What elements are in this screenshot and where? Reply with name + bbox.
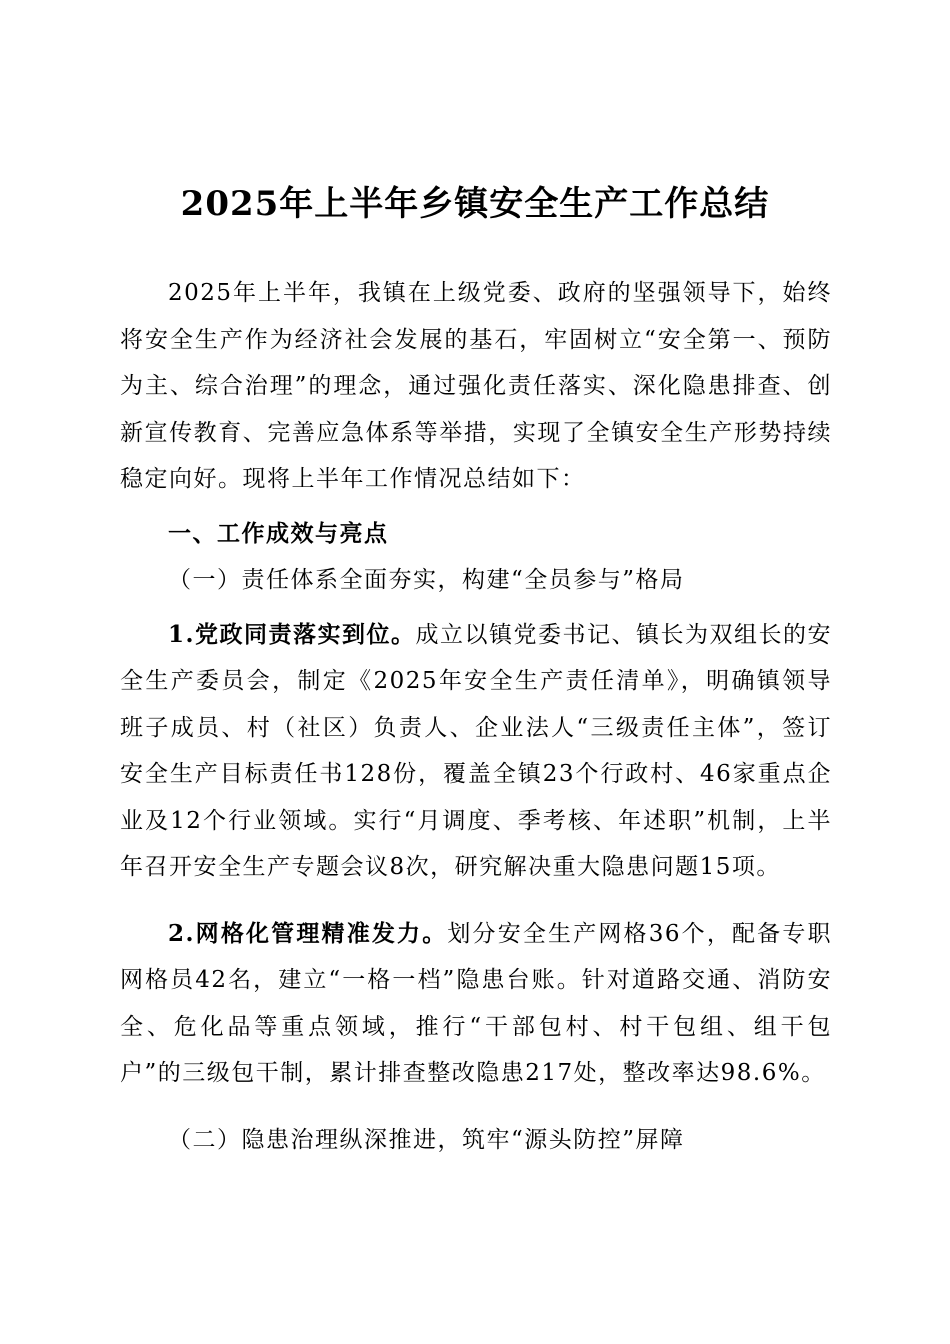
item-text-1: 成立以镇党委书记、镇长为双组长的安全生产委员会，制定《2025年安全生产责任清单》，明确镇领导班子成员、村（社区）负责人、企业法人“三级责任主体”，签订安全生产目标责任书128份，覆盖全镇23个行政村、46家重点企业及12个行业领域。实行“月调度、季考核、年述职”机制，上半年召开安全生产专题会议8次，研究解决重大隐患问题15项。 — [120, 621, 833, 880]
item-paragraph-2 — [120, 911, 832, 1097]
item-text-2: 划分安全生产网格36个，配备专职网格员42名，建立“一格一档”隐患台账。针对道路交通、消防安全、危化品等重点领域，推行“干部包村、村干包组、组干包户”的三级包干制，累计排查整改隐患217处，整改率达98.6%。 — [120, 920, 832, 1086]
document-title: 2025年上半年乡镇安全生产工作总结 — [180, 184, 770, 224]
item-lead-2: 2.网格化管理精准发力。 — [168, 919, 448, 947]
document-body — [120, 270, 832, 1163]
subsection-heading-2: （二）隐患治理纵深推进，筑牢“源头防控”屏障 — [168, 1126, 685, 1153]
section-heading: 一、工作成效与亮点 — [168, 519, 389, 547]
intro-paragraph: 2025年上半年，我镇在上级党委、政府的坚强领导下，始终将安全生产作为经济社会发展的基石，牢固树立“安全第一、预防为主、综合治理”的理念，通过强化责任落实、深化隐患排查、创新宣传教育、完善应急体系等举措，实现了全镇安全生产形势持续稳定向好。现将上半年工作情况总结如下： — [120, 280, 832, 492]
item-paragraph-1 — [120, 612, 832, 891]
subsection-heading: （一）责任体系全面夯实，构建“全员参与”格局 — [168, 567, 685, 593]
item-lead-1: 1.党政同责落实到位。 — [168, 620, 416, 648]
